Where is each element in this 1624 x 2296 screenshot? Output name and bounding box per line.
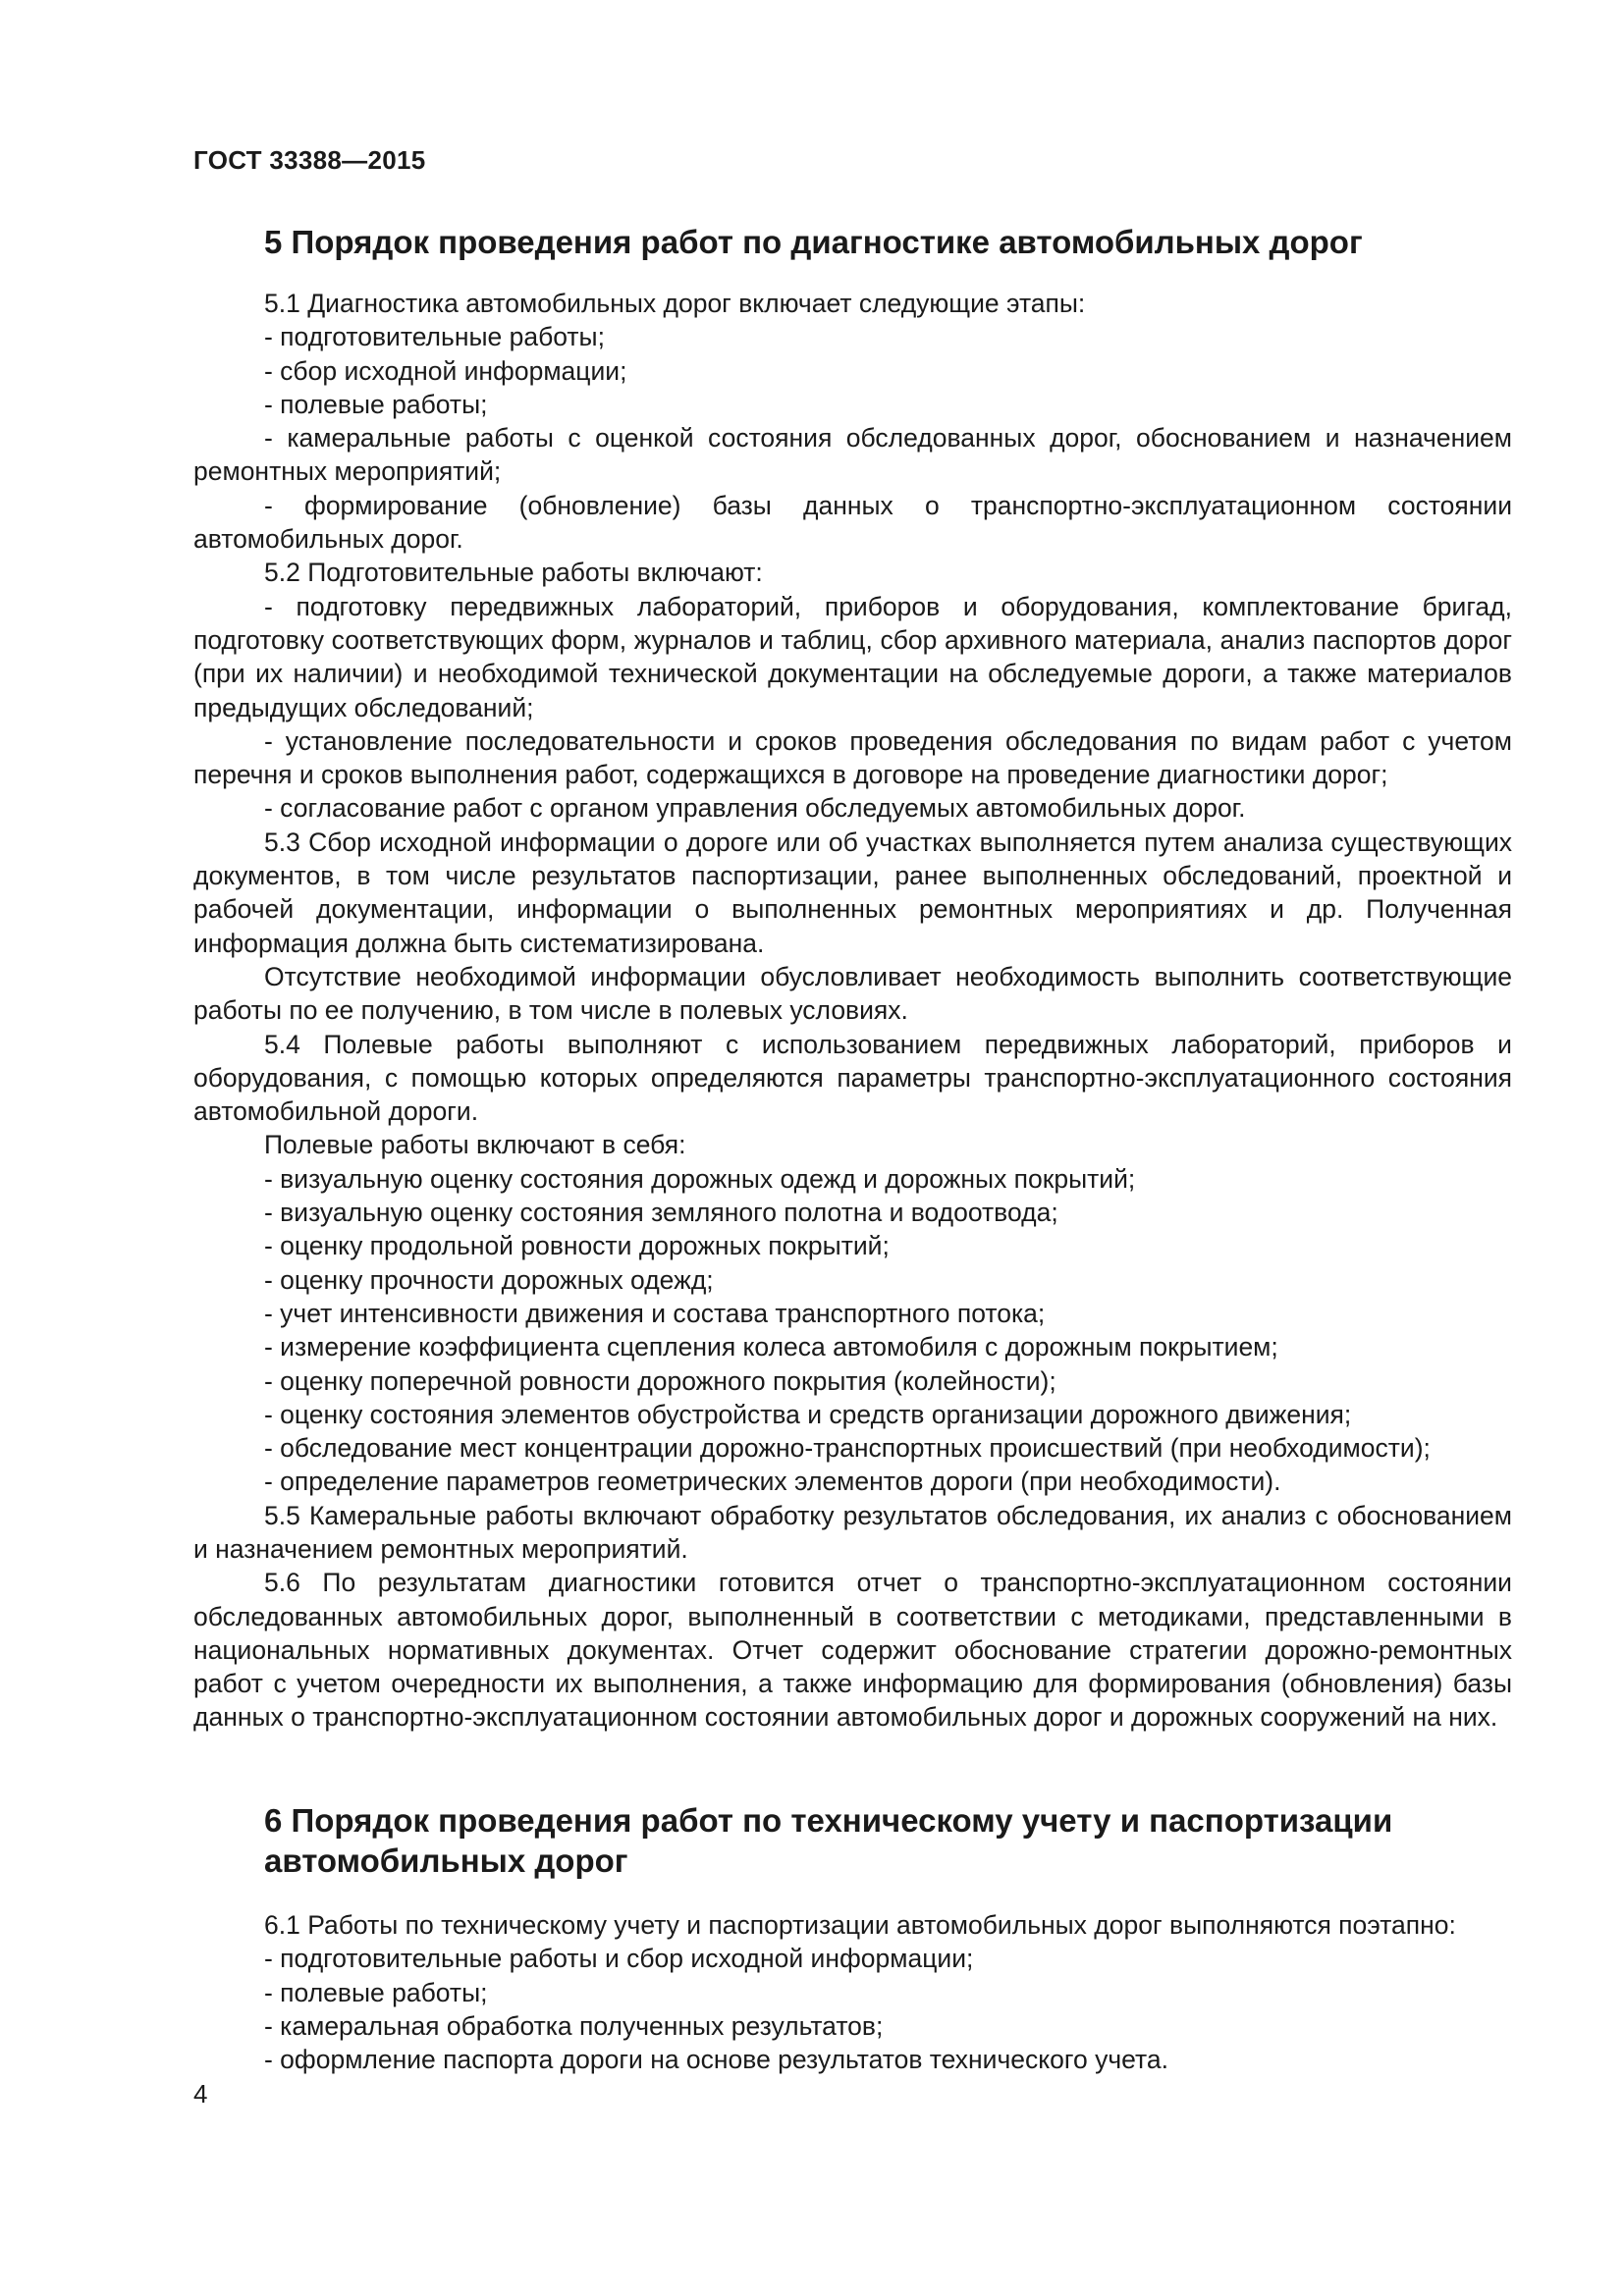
paragraph: Полевые работы включают в себя: — [264, 1130, 686, 1160]
list-item: - полевые работы; — [264, 389, 488, 419]
list-item: - обследование мест концентрации дорожно-транспортных происшествий (при необходимости); — [264, 1433, 1431, 1464]
list-item: - камеральные работы с оценкой состояния обследованных дорог, обоснованием и назначением ремонтных мероприятий; — [193, 423, 1512, 487]
list-item: - установление последовательности и сроков проведения обследования по видам работ с учетом перечня и сроков выполнения работ, содержащихся в договоре на проведение диагностики дорог; — [193, 725, 1512, 790]
list-item: - визуальную оценку состояния дорожных одежд и дорожных покрытий; — [264, 1163, 1136, 1194]
list-item: - измерение коэффициента сцепления колеса автомобиля с дорожным покрытием; — [264, 1332, 1278, 1362]
paragraph: 6.1 Работы по техническому учету и паспортизации автомобильных дорог выполняются поэтапно: — [264, 1910, 1456, 1940]
list-item: - учет интенсивности движения и состава транспортного потока; — [264, 1298, 1046, 1328]
paragraph: 5.2 Подготовительные работы включают: — [264, 558, 763, 588]
list-item: - подготовку передвижных лабораторий, приборов и оборудования, комплектование бригад, подготовку соответствующих форм, журналов и таблиц, сбор архивного материала, анализ паспортов дорог (при их наличии) и необходимой технической документации на обследуемые дороги, а также материалов предыдущих обследований; — [193, 591, 1512, 722]
section-6-body — [193, 1908, 1512, 2076]
list-item: - согласование работ с органом управления обследуемых автомобильных дорог. — [264, 793, 1246, 824]
paragraph: 5.3 Сбор исходной информации о дороге или об участках выполняется путем анализа существующих документов, в том числе результатов паспортизации, ранее выполненных обследований, проектной и рабочей документации, информации о выполненных ремонтных мероприятиях и др. Полученная информация должна быть систематизирована. — [193, 827, 1512, 958]
section-5-title: 5 Порядок проведения работ по диагностике автомобильных дорог — [264, 224, 1363, 260]
list-item: - камеральная обработка полученных результатов; — [264, 2010, 884, 2041]
list-item: - оценку прочности дорожных одежд; — [264, 1264, 714, 1295]
list-item: - подготовительные работы и сбор исходной информации; — [264, 1944, 974, 1974]
list-item: - оценку состояния элементов обустройства и средств организации дорожного движения; — [264, 1399, 1352, 1429]
paragraph: Отсутствие необходимой информации обусловливает необходимость выполнить соответствующие работы по ее получению, в том числе в полевых условиях. — [193, 961, 1512, 1026]
paragraph: 5.4 Полевые работы выполняют с использованием передвижных лабораторий, приборов и оборудования, с помощью которых определяются параметры транспортно-эксплуатационного состояния автомобильной дороги. — [193, 1029, 1512, 1127]
list-item: - оценку поперечной ровности дорожного покрытия (колейности); — [264, 1365, 1056, 1396]
list-item: - определение параметров геометрических элементов дороги (при необходимости). — [264, 1467, 1281, 1497]
list-item: - сбор исходной информации; — [264, 355, 627, 386]
page-number: 4 — [193, 2079, 208, 2109]
list-item: - подготовительные работы; — [264, 322, 605, 352]
paragraph: 5.5 Камеральные работы включают обработку результатов обследования, их анализ с обоснованием и назначением ремонтных мероприятий. — [193, 1500, 1512, 1564]
list-item: - формирование (обновление) базы данных о транспортно-эксплуатационном состоянии автомобильных дорог. — [193, 490, 1512, 555]
list-item: - оценку продольной ровности дорожных покрытий; — [264, 1231, 890, 1261]
list-item: - визуальную оценку состояния земляного полотна и водоотвода; — [264, 1198, 1058, 1228]
section-6-title: 6 Порядок проведения работ по техническому учету и паспортизации автомобильных дорог — [264, 1802, 1393, 1879]
list-item: - полевые работы; — [264, 1977, 488, 2007]
section-5-body — [193, 287, 1512, 1735]
paragraph: 5.1 Диагностика автомобильных дорог включает следующие этапы: — [264, 289, 1086, 318]
paragraph: 5.6 По результатам диагностики готовится отчет о транспортно-эксплуатационном состоянии обследованных автомобильных дорог, выполненный в соответствии с методиками, представленными в национальных нормативных документах. Отчет содержит обоснование стратегии дорожно-ремонтных работ с учетом очередности их выполнения, а также информацию для формирования (обновления) базы данных о транспортно-эксплуатационном состоянии автомобильных дорог и дорожных сооружений на них. — [193, 1568, 1512, 1733]
document-code: ГОСТ 33388—2015 — [193, 145, 426, 175]
list-item: - оформление паспорта дороги на основе результатов технического учета. — [264, 2045, 1168, 2075]
